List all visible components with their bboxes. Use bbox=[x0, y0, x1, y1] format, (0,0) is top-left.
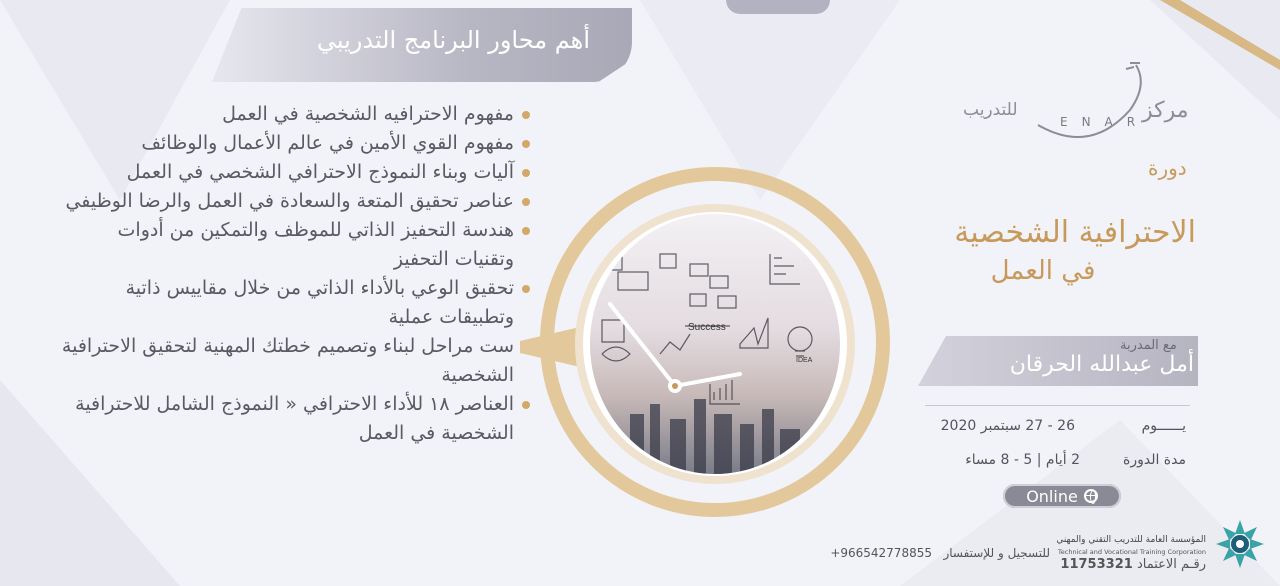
bullet-dot bbox=[522, 140, 530, 148]
org-name-ar: المؤسسة العامة للتدريب التقني والمهني bbox=[1056, 535, 1206, 545]
header-title: أهم محاور البرنامج التدريبي bbox=[316, 26, 590, 54]
list-item bbox=[60, 129, 530, 158]
clock-sketch-icon bbox=[590, 214, 840, 474]
list-item bbox=[60, 100, 530, 129]
day-value: 26 - 27 سبتمبر 2020 bbox=[940, 418, 1075, 434]
list-item bbox=[60, 332, 530, 390]
enar-logo: ENAR bbox=[1060, 115, 1150, 129]
topic-text: ست مراحل لبناء وتصميم خطتك المهنية لتحقيق الاحترافية الشخصية bbox=[61, 335, 514, 386]
contact-label: للتسجيل و للإستفسار bbox=[943, 546, 1050, 560]
online-badge bbox=[1003, 484, 1121, 508]
course-subtitle: في العمل bbox=[990, 256, 1096, 286]
topic-text: هندسة التحفيز الذاتي للموظف والتمكين من أدوات وتقنيات التحفيز bbox=[117, 219, 514, 270]
online-label: Online bbox=[1026, 486, 1078, 506]
bullet-dot bbox=[522, 401, 530, 409]
training-label: للتدريب bbox=[963, 100, 1018, 120]
topic-text: تحقيق الوعي بالأداء الذاتي من خلال مقاييس ذاتية وتطبيقات عملية bbox=[125, 277, 514, 328]
topic-text: آليات وبناء النموذج الاحترافي الشخصي في العمل bbox=[126, 161, 514, 183]
phone-number[interactable]: +966542778855 bbox=[830, 546, 932, 560]
list-item bbox=[60, 187, 530, 216]
trainer-label: مع المدربة bbox=[1120, 338, 1177, 353]
duration-label: مدة الدورة bbox=[1123, 452, 1186, 468]
list-item bbox=[60, 158, 530, 187]
org-name-en: Technical and Vocational Training Corporation bbox=[1057, 548, 1206, 556]
contact bbox=[770, 546, 1050, 560]
svg-text:IDEA: IDEA bbox=[796, 357, 813, 364]
list-item bbox=[60, 216, 530, 274]
enar-logo-arc bbox=[1030, 55, 1150, 145]
bullet-dot bbox=[522, 169, 530, 177]
globe-icon bbox=[1084, 489, 1098, 503]
topics-list bbox=[60, 100, 530, 448]
topic-text: مفهوم القوي الأمين في عالم الأعمال والوظائف bbox=[141, 132, 514, 154]
bullet-dot bbox=[522, 198, 530, 206]
svg-text:Success: Success bbox=[688, 322, 726, 333]
topic-text: العناصر ١٨ للأداء الاحترافي « النموذج الشامل للاحترافية الشخصية في العمل bbox=[75, 393, 514, 444]
divider bbox=[925, 405, 1190, 406]
bullet-dot bbox=[522, 285, 530, 293]
course-title: الاحترافية الشخصية bbox=[954, 215, 1196, 250]
list-item bbox=[60, 390, 530, 448]
course-label: دورة bbox=[1148, 156, 1187, 180]
registration bbox=[1060, 557, 1206, 572]
bullet-dot bbox=[522, 111, 530, 119]
list-item bbox=[60, 274, 530, 332]
clock-sketch-image bbox=[590, 214, 840, 474]
bullet-dot bbox=[522, 227, 530, 235]
topic-text: مفهوم الاحترافيه الشخصية في العمل bbox=[222, 103, 514, 125]
registration-number: 11753321 bbox=[1060, 557, 1133, 572]
tvtc-logo-icon bbox=[1214, 518, 1266, 570]
registration-label: رقـم الاعتماد bbox=[1136, 557, 1206, 572]
top-tab bbox=[726, 0, 830, 14]
center-label: مركز bbox=[1142, 98, 1189, 123]
topic-text: عناصر تحقيق المتعة والسعادة في العمل والرضا الوظيفي bbox=[65, 190, 514, 212]
trainer-name: أمل عبدالله الحرقان bbox=[1009, 352, 1194, 377]
duration-value: 2 أيام | 5 - 8 مساء bbox=[965, 452, 1080, 468]
day-label: يــــــوم bbox=[1141, 418, 1186, 434]
